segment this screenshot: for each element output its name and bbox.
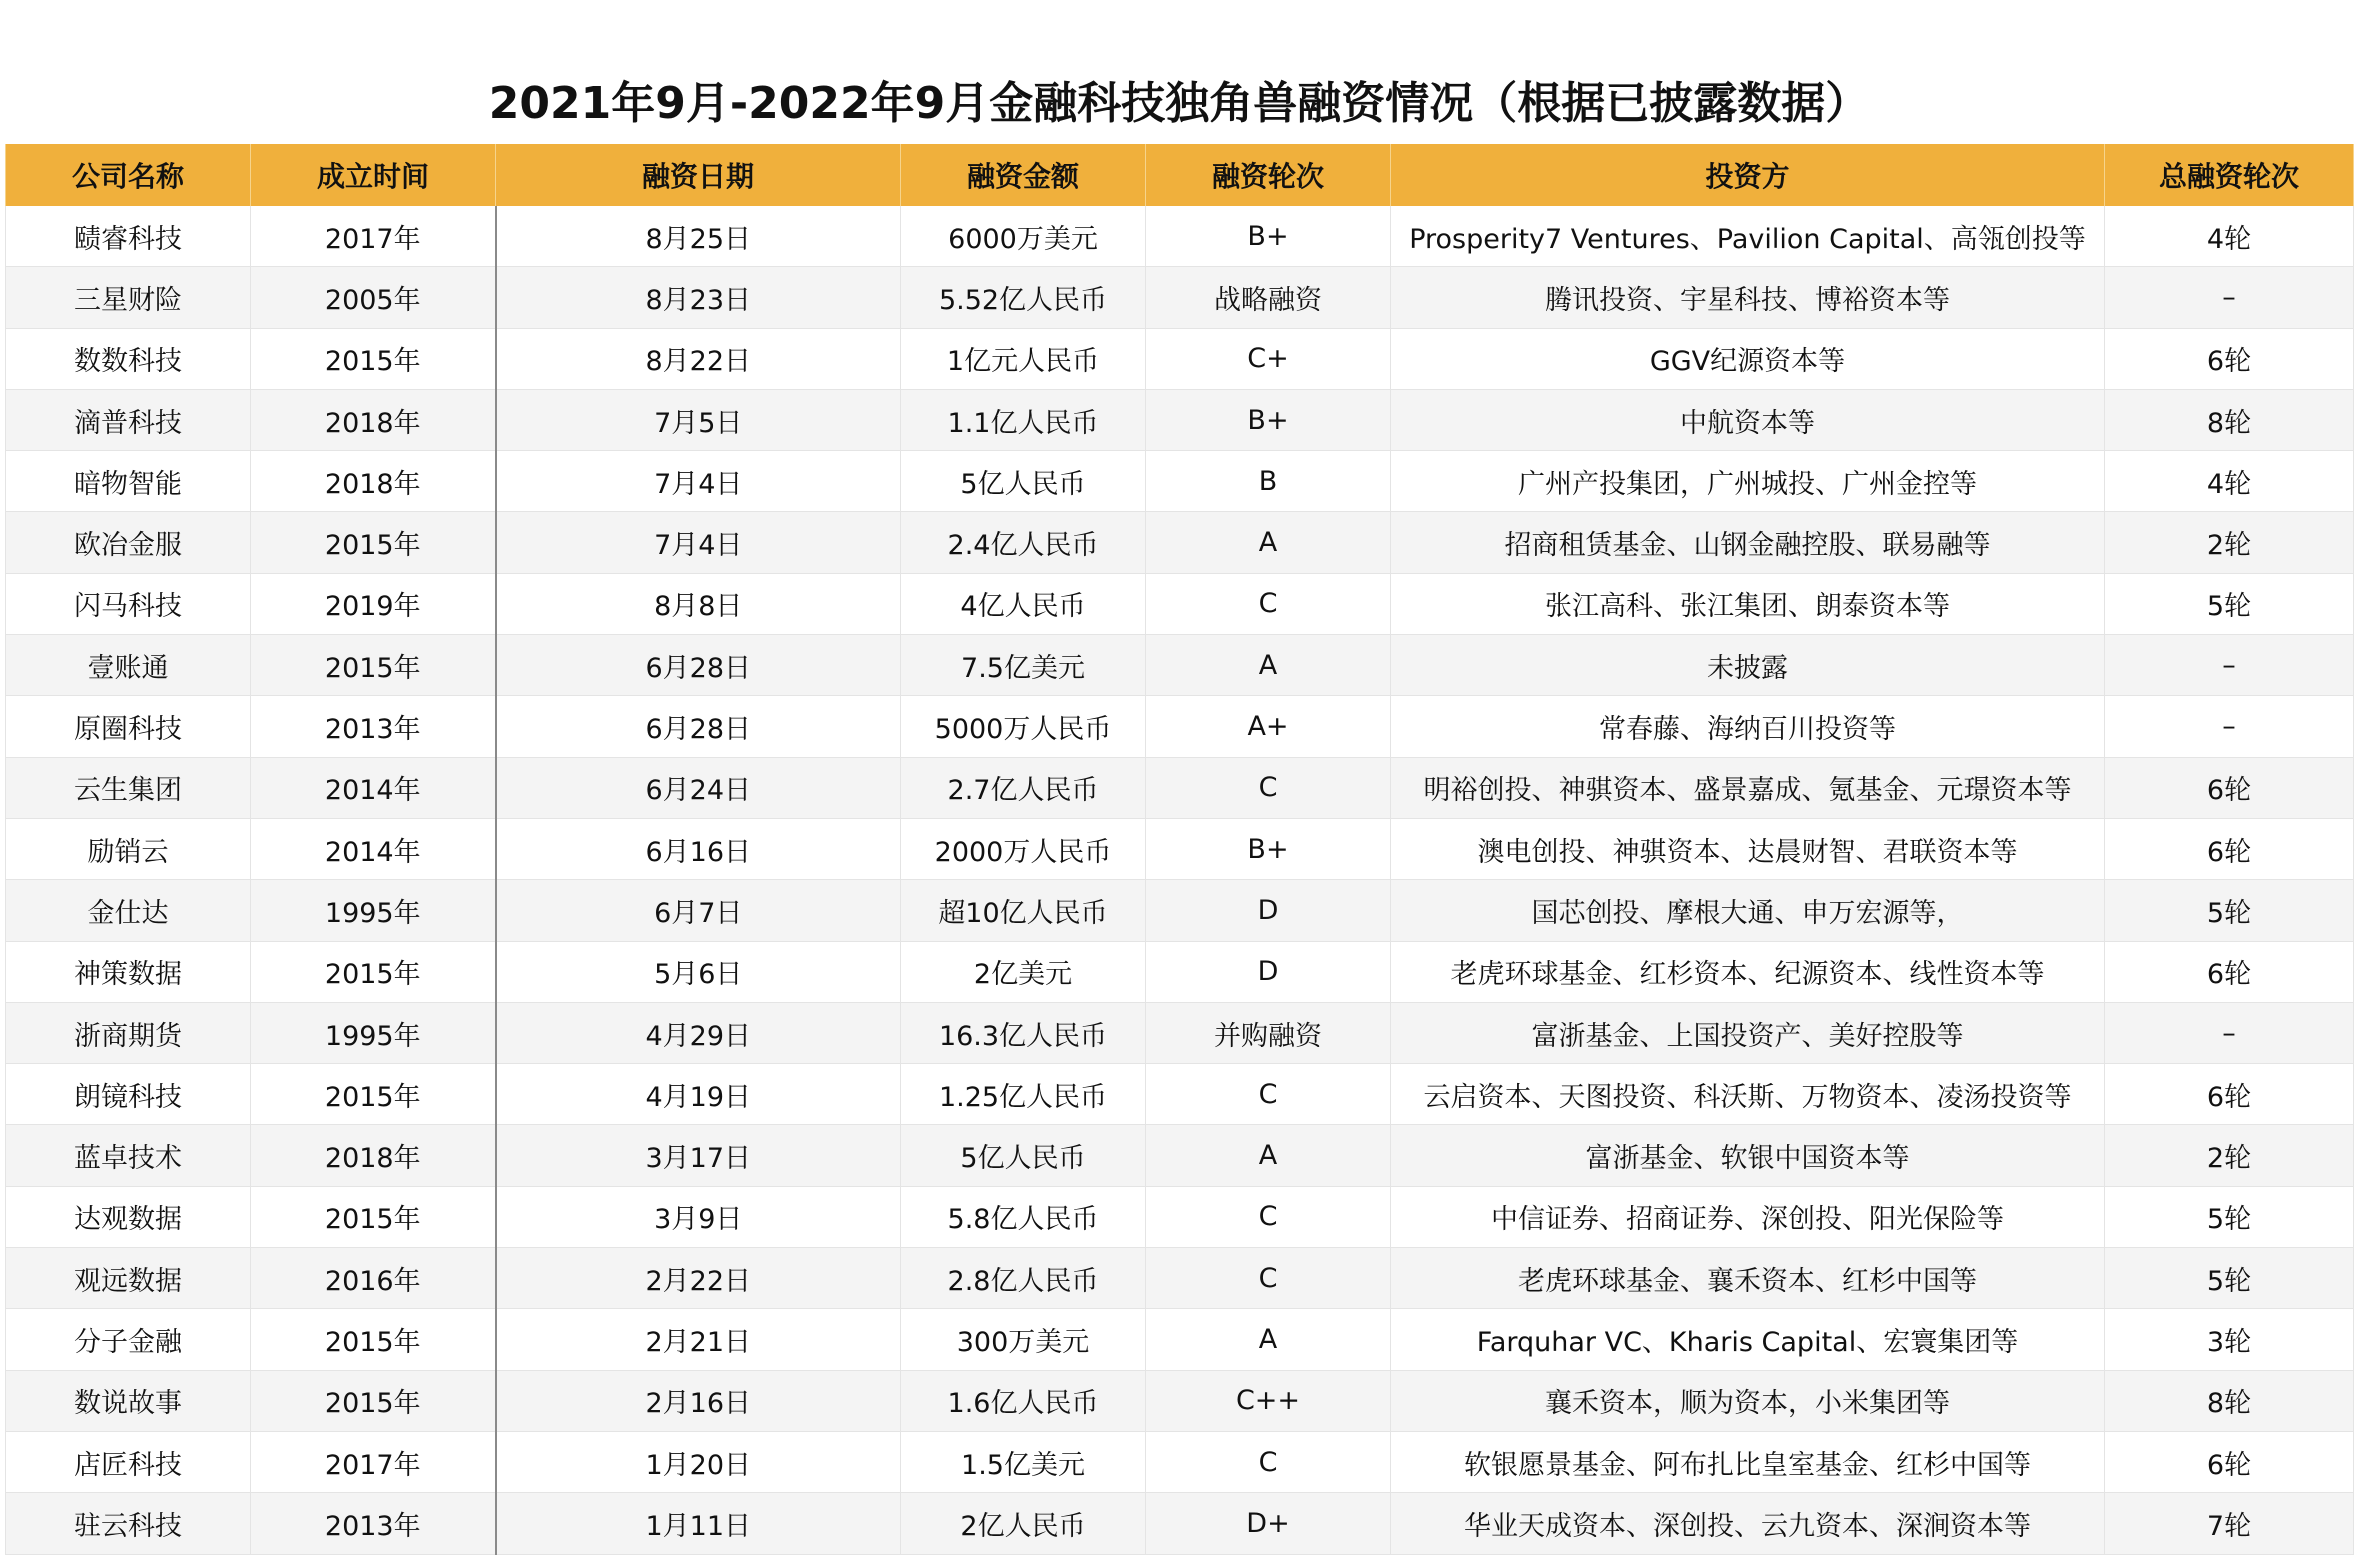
table-row — [6, 451, 2354, 512]
funding-date-cell: 7月4日 — [496, 451, 901, 512]
column-header-total-rounds: 总融资轮次 — [2105, 144, 2354, 206]
company-name-cell: 闪马科技 — [6, 573, 251, 634]
funding-amount-cell: 1.25亿人民币 — [901, 1064, 1146, 1125]
funding-round-cell: C++ — [1146, 1370, 1391, 1431]
company-name-cell: 原圈科技 — [6, 696, 251, 757]
investors-cell: 富浙基金、软银中国资本等 — [1391, 1125, 2105, 1186]
total-rounds-cell: 4轮 — [2105, 206, 2354, 267]
founded-year-cell: 2016年 — [251, 1248, 496, 1309]
funding-round-cell: C — [1146, 1431, 1391, 1492]
total-rounds-cell: – — [2105, 267, 2354, 328]
funding-date-cell: 2月21日 — [496, 1309, 901, 1370]
company-name-cell: 数说故事 — [6, 1370, 251, 1431]
investors-cell: 老虎环球基金、襄禾资本、红杉中国等 — [1391, 1248, 2105, 1309]
total-rounds-cell: 6轮 — [2105, 818, 2354, 879]
founded-year-cell: 2017年 — [251, 206, 496, 267]
funding-round-cell: D+ — [1146, 1493, 1391, 1554]
funding-amount-cell: 5.8亿人民币 — [901, 1186, 1146, 1247]
funding-amount-cell: 1亿元人民币 — [901, 328, 1146, 389]
founded-year-cell: 1995年 — [251, 1002, 496, 1063]
table-row — [6, 635, 2354, 696]
founded-year-cell: 2017年 — [251, 1431, 496, 1492]
investors-cell: 腾讯投资、宇星科技、博裕资本等 — [1391, 267, 2105, 328]
total-rounds-cell: 2轮 — [2105, 512, 2354, 573]
funding-date-cell: 2月22日 — [496, 1248, 901, 1309]
funding-date-cell: 4月29日 — [496, 1002, 901, 1063]
funding-round-cell: B+ — [1146, 389, 1391, 450]
total-rounds-cell: 6轮 — [2105, 328, 2354, 389]
company-name-cell: 神策数据 — [6, 941, 251, 1002]
column-header-company: 公司名称 — [6, 144, 251, 206]
company-name-cell: 朗镜科技 — [6, 1064, 251, 1125]
company-name-cell: 壹账通 — [6, 635, 251, 696]
column-header-amount: 融资金额 — [901, 144, 1146, 206]
investors-cell: 中航资本等 — [1391, 389, 2105, 450]
table-row — [6, 267, 2354, 328]
table-row — [6, 880, 2354, 941]
table-row — [6, 1493, 2354, 1554]
table-row — [6, 1431, 2354, 1492]
founded-year-cell: 2015年 — [251, 1186, 496, 1247]
table-row — [6, 1248, 2354, 1309]
total-rounds-cell: – — [2105, 1002, 2354, 1063]
column-header-date: 融资日期 — [496, 144, 901, 206]
company-name-cell: 欧冶金服 — [6, 512, 251, 573]
founded-year-cell: 2013年 — [251, 1493, 496, 1554]
company-name-cell: 云生集团 — [6, 757, 251, 818]
founded-year-cell: 2005年 — [251, 267, 496, 328]
total-rounds-cell: 6轮 — [2105, 1064, 2354, 1125]
funding-round-cell: A — [1146, 635, 1391, 696]
table-header-row — [6, 144, 2354, 206]
investors-cell: 招商租赁基金、山钢金融控股、联易融等 — [1391, 512, 2105, 573]
funding-amount-cell: 1.1亿人民币 — [901, 389, 1146, 450]
funding-date-cell: 7月5日 — [496, 389, 901, 450]
funding-date-cell: 4月19日 — [496, 1064, 901, 1125]
table-row — [6, 512, 2354, 573]
funding-amount-cell: 2.8亿人民币 — [901, 1248, 1146, 1309]
company-name-cell: 数数科技 — [6, 328, 251, 389]
table-row — [6, 757, 2354, 818]
funding-round-cell: B+ — [1146, 818, 1391, 879]
founded-year-cell: 2015年 — [251, 635, 496, 696]
total-rounds-cell: 7轮 — [2105, 1493, 2354, 1554]
funding-amount-cell: 2亿人民币 — [901, 1493, 1146, 1554]
funding-amount-cell: 16.3亿人民币 — [901, 1002, 1146, 1063]
company-name-cell: 店匠科技 — [6, 1431, 251, 1492]
founded-year-cell: 2018年 — [251, 389, 496, 450]
founded-year-cell: 2019年 — [251, 573, 496, 634]
funding-amount-cell: 2000万人民币 — [901, 818, 1146, 879]
column-header-founded: 成立时间 — [251, 144, 496, 206]
investors-cell: 襄禾资本，顺为资本，小米集团等 — [1391, 1370, 2105, 1431]
funding-date-cell: 3月9日 — [496, 1186, 901, 1247]
table-row — [6, 573, 2354, 634]
funding-round-cell: C+ — [1146, 328, 1391, 389]
funding-amount-cell: 2亿美元 — [901, 941, 1146, 1002]
investors-cell: 明裕创投、神骐资本、盛景嘉成、氪基金、元璟资本等 — [1391, 757, 2105, 818]
founded-year-cell: 2015年 — [251, 941, 496, 1002]
investors-cell: 国芯创投、摩根大通、申万宏源等， — [1391, 880, 2105, 941]
funding-round-cell: C — [1146, 1064, 1391, 1125]
table-row — [6, 1002, 2354, 1063]
founded-year-cell: 2015年 — [251, 1064, 496, 1125]
funding-round-cell: A — [1146, 1309, 1391, 1370]
total-rounds-cell: 5轮 — [2105, 1186, 2354, 1247]
table-row — [6, 941, 2354, 1002]
total-rounds-cell: 5轮 — [2105, 1248, 2354, 1309]
funding-round-cell: B — [1146, 451, 1391, 512]
funding-date-cell: 8月22日 — [496, 328, 901, 389]
table-row — [6, 818, 2354, 879]
funding-round-cell: 并购融资 — [1146, 1002, 1391, 1063]
company-name-cell: 达观数据 — [6, 1186, 251, 1247]
table-row — [6, 1186, 2354, 1247]
total-rounds-cell: – — [2105, 696, 2354, 757]
table-row — [6, 1370, 2354, 1431]
total-rounds-cell: 3轮 — [2105, 1309, 2354, 1370]
total-rounds-cell: 6轮 — [2105, 941, 2354, 1002]
funding-date-cell: 8月8日 — [496, 573, 901, 634]
funding-table — [5, 144, 2354, 1555]
funding-amount-cell: 7.5亿美元 — [901, 635, 1146, 696]
funding-date-cell: 8月23日 — [496, 267, 901, 328]
funding-date-cell: 6月28日 — [496, 635, 901, 696]
funding-round-cell: C — [1146, 757, 1391, 818]
funding-amount-cell: 5000万人民币 — [901, 696, 1146, 757]
funding-amount-cell: 6000万美元 — [901, 206, 1146, 267]
investors-cell: 广州产投集团，广州城投、广州金控等 — [1391, 451, 2105, 512]
founded-year-cell: 2015年 — [251, 1309, 496, 1370]
table-row — [6, 1125, 2354, 1186]
column-header-round: 融资轮次 — [1146, 144, 1391, 206]
investors-cell: 华业天成资本、深创投、云九资本、深涧资本等 — [1391, 1493, 2105, 1554]
investors-cell: 富浙基金、上国投资产、美好控股等 — [1391, 1002, 2105, 1063]
total-rounds-cell: 6轮 — [2105, 757, 2354, 818]
funding-amount-cell: 5.52亿人民币 — [901, 267, 1146, 328]
company-name-cell: 励销云 — [6, 818, 251, 879]
funding-date-cell: 6月24日 — [496, 757, 901, 818]
page-title: 2021年9月-2022年9月金融科技独角兽融资情况（根据已披露数据） — [488, 78, 1870, 129]
company-name-cell: 暗物智能 — [6, 451, 251, 512]
investors-cell: Prosperity7 Ventures、Pavilion Capital、高瓴创投等 — [1391, 206, 2105, 267]
funding-amount-cell: 2.4亿人民币 — [901, 512, 1146, 573]
funding-amount-cell: 2.7亿人民币 — [901, 757, 1146, 818]
company-name-cell: 浙商期货 — [6, 1002, 251, 1063]
funding-date-cell: 2月16日 — [496, 1370, 901, 1431]
investors-cell: GGV纪源资本等 — [1391, 328, 2105, 389]
investors-cell: 老虎环球基金、红杉资本、纪源资本、线性资本等 — [1391, 941, 2105, 1002]
funding-round-cell: C — [1146, 573, 1391, 634]
total-rounds-cell: 4轮 — [2105, 451, 2354, 512]
investors-cell: 云启资本、天图投资、科沃斯、万物资本、凌汤投资等 — [1391, 1064, 2105, 1125]
founded-year-cell: 2015年 — [251, 512, 496, 573]
investors-cell: 澳电创投、神骐资本、达晨财智、君联资本等 — [1391, 818, 2105, 879]
founded-year-cell: 2018年 — [251, 451, 496, 512]
company-name-cell: 赜睿科技 — [6, 206, 251, 267]
founded-year-cell: 2018年 — [251, 1125, 496, 1186]
founded-year-cell: 2014年 — [251, 757, 496, 818]
founded-year-cell: 2015年 — [251, 328, 496, 389]
company-name-cell: 观远数据 — [6, 1248, 251, 1309]
funding-date-cell: 3月17日 — [496, 1125, 901, 1186]
total-rounds-cell: – — [2105, 635, 2354, 696]
funding-date-cell: 6月16日 — [496, 818, 901, 879]
investors-cell: 软银愿景基金、阿布扎比皇室基金、红杉中国等 — [1391, 1431, 2105, 1492]
funding-date-cell: 6月7日 — [496, 880, 901, 941]
total-rounds-cell: 8轮 — [2105, 1370, 2354, 1431]
table-row — [6, 1064, 2354, 1125]
founded-year-cell: 2013年 — [251, 696, 496, 757]
investors-cell: 未披露 — [1391, 635, 2105, 696]
funding-date-cell: 1月11日 — [496, 1493, 901, 1554]
founded-year-cell: 1995年 — [251, 880, 496, 941]
company-name-cell: 金仕达 — [6, 880, 251, 941]
funding-amount-cell: 5亿人民币 — [901, 1125, 1146, 1186]
table-row — [6, 328, 2354, 389]
investors-cell: 中信证券、招商证券、深创投、阳光保险等 — [1391, 1186, 2105, 1247]
founded-year-cell: 2014年 — [251, 818, 496, 879]
funding-round-cell: D — [1146, 880, 1391, 941]
investors-cell: 常春藤、海纳百川投资等 — [1391, 696, 2105, 757]
funding-round-cell: A — [1146, 1125, 1391, 1186]
total-rounds-cell: 6轮 — [2105, 1431, 2354, 1492]
funding-round-cell: A — [1146, 512, 1391, 573]
total-rounds-cell: 5轮 — [2105, 573, 2354, 634]
company-name-cell: 蓝卓技术 — [6, 1125, 251, 1186]
total-rounds-cell: 2轮 — [2105, 1125, 2354, 1186]
funding-date-cell: 1月20日 — [496, 1431, 901, 1492]
total-rounds-cell: 5轮 — [2105, 880, 2354, 941]
funding-amount-cell: 5亿人民币 — [901, 451, 1146, 512]
funding-amount-cell: 300万美元 — [901, 1309, 1146, 1370]
funding-amount-cell: 4亿人民币 — [901, 573, 1146, 634]
table-row — [6, 206, 2354, 267]
company-name-cell: 三星财险 — [6, 267, 251, 328]
investors-cell: Farquhar VC、Kharis Capital、宏寰集团等 — [1391, 1309, 2105, 1370]
funding-date-cell: 8月25日 — [496, 206, 901, 267]
company-name-cell: 分子金融 — [6, 1309, 251, 1370]
funding-amount-cell: 超10亿人民币 — [901, 880, 1146, 941]
funding-round-cell: B+ — [1146, 206, 1391, 267]
funding-date-cell: 7月4日 — [496, 512, 901, 573]
table-row — [6, 696, 2354, 757]
funding-round-cell: 战略融资 — [1146, 267, 1391, 328]
table-row — [6, 389, 2354, 450]
funding-amount-cell: 1.5亿美元 — [901, 1431, 1146, 1492]
funding-round-cell: C — [1146, 1186, 1391, 1247]
founded-year-cell: 2015年 — [251, 1370, 496, 1431]
column-header-investors: 投资方 — [1391, 144, 2105, 206]
company-name-cell: 驻云科技 — [6, 1493, 251, 1554]
total-rounds-cell: 8轮 — [2105, 389, 2354, 450]
funding-date-cell: 6月28日 — [496, 696, 901, 757]
funding-round-cell: D — [1146, 941, 1391, 1002]
table-row — [6, 1309, 2354, 1370]
funding-amount-cell: 1.6亿人民币 — [901, 1370, 1146, 1431]
funding-round-cell: A+ — [1146, 696, 1391, 757]
funding-date-cell: 5月6日 — [496, 941, 901, 1002]
company-name-cell: 滴普科技 — [6, 389, 251, 450]
funding-round-cell: C — [1146, 1248, 1391, 1309]
investors-cell: 张江高科、张江集团、朗泰资本等 — [1391, 573, 2105, 634]
